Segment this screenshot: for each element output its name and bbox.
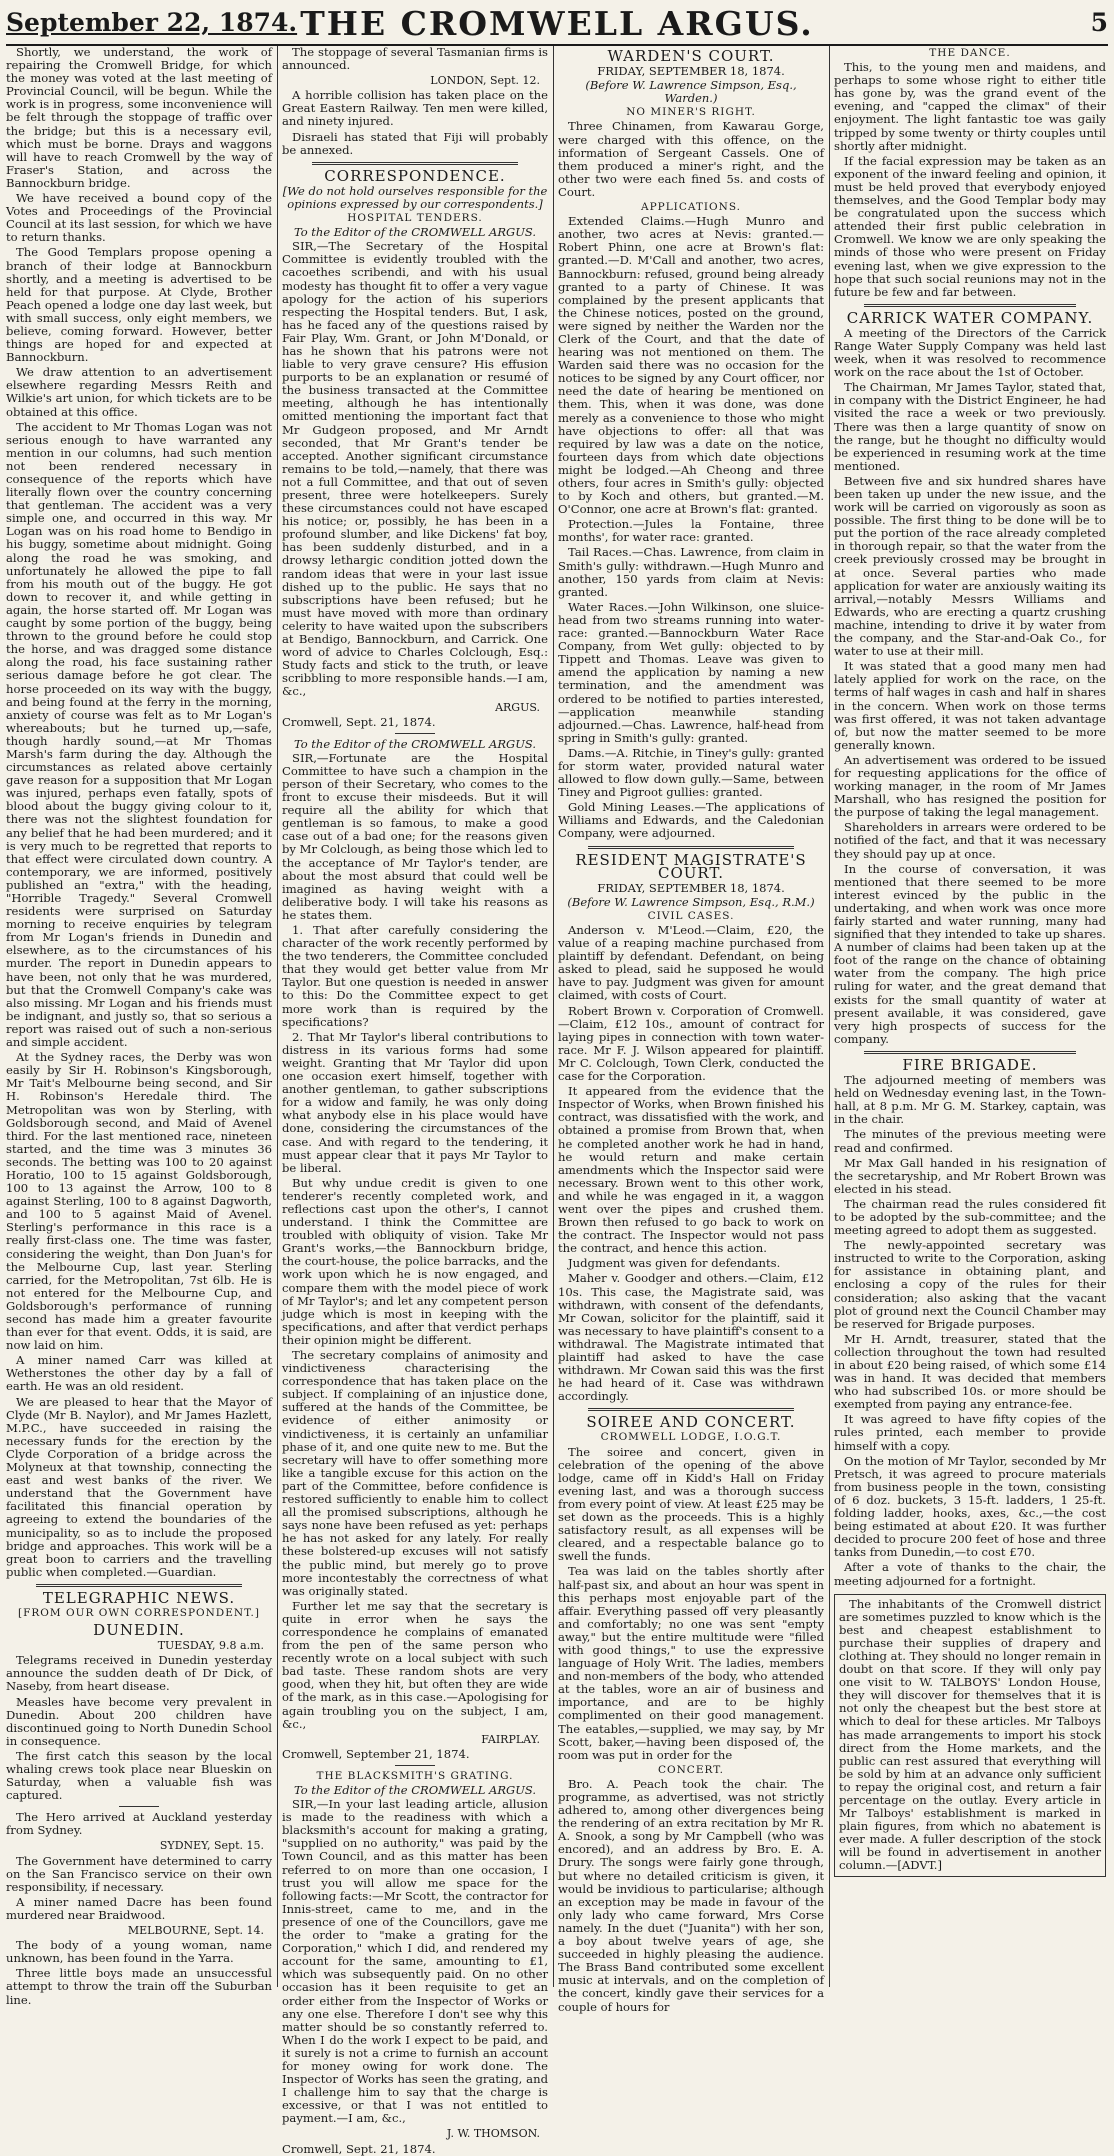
section-heading-fire-brigade: FIRE BRIGADE. (902, 1055, 1038, 1074)
paragraph: The stoppage of several Tasmanian firms is announced. (282, 45, 548, 73)
dateline: MELBOURNE, Sept. 14. (127, 1924, 264, 1938)
paragraph: An advertisement was ordered to be issued for requesting applications for the office of working manager, in the room of Mr James Marshall, who has resigned the position for the purpose of taking the legal management. (834, 752, 1106, 820)
subheading: NO MINER'S RIGHT. (626, 106, 756, 119)
letter-date: Cromwell, Sept. 21, 1874. (282, 2141, 436, 2156)
paragraph: SIR,—The Secretary of the Hospital Committee is evidently troubled with the cacoethes scribendi, and with his usual modesty has thought fit to offer a very vague apology for the action of his superiors respecting the Hospital tenders. But, I ask, has he faced any of the questions raised by Fair Play, Wm. Grant, or John M'Donald, or has he shown that his patrons were not liable to very grave censure? His effusion purports to be an explanation or resumé of the business transacted at the Committee meeting, although he has intentionally omitted mentioning the important fact that Mr Gudgeon proposed, and Mr Arndt seconded, that Mr Grant's tender be accepted. Another significant circumstance remains to be told,—namely, that there was not a full Committee, and that out of seven present, three were hotelkeepers. Surely these circumstances could not have escaped his notice; or, possibly, he has been in a profound slumber, and like Dickens' fat boy, has been suddenly disturbed, and in a drowsy lethargic condition jotted down the random ideas that were in your last issue dished up to the public. He says that no subscriptions have been refused; but he must have moved with more than ordinary celerity to have waited upon the subscribers at Bendigo, Bannockburn, and Carrick. One word of advice to Charles Colclough, Esq.: Study facts and stick to the truth, or leave scribbling to more responsible hands.—I am, &c., (282, 239, 548, 699)
paragraph: It appeared from the evidence that the Inspector of Works, when Brown finished his contract, was dissatisfied with the work, and obtained a promise from Brown that, when he completed another work he had in hand, he would return and make certain amendments which the Inspector said were necessary. Brown went to this other work, and while he was engaged in it, a waggon went over the pipes and crushed them. Brown then refused to go back to work on the contract. The Inspector would not pass the contract, and hence this action. (558, 1084, 824, 1256)
column-3 (558, 46, 824, 2014)
paragraph: Judgment was given for defendants. (568, 1256, 781, 1271)
paragraph: Three Chinamen, from Kawarau Gorge, were charged with this offence, on the information of Sergeant Cassels. One of them produced a miner's right, and the other two were each fined 5s. and costs of Court. (558, 119, 824, 199)
paragraph: This, to the young men and maidens, and perhaps to some whose right to either title has gone by, was the grand event of the evening, and "capped the climax" of their enjoyment. The light fantastic toe was gaily tripped by some twenty or thirty couples until shortly after midnight. (834, 60, 1106, 153)
paragraph: A miner named Dacre has been found murdered near Braidwood. (6, 1894, 272, 1922)
court-date: FRIDAY, SEPTEMBER 18, 1874. (597, 880, 785, 895)
letter-salutation: To the Editor of the CROMWELL ARGUS. (293, 1783, 537, 1797)
letter-date: Cromwell, September 21, 1874. (282, 1746, 470, 1761)
column-rule (553, 46, 554, 1987)
section-heading-soiree: SOIREE AND CONCERT. (586, 1413, 796, 1432)
paragraph: Shortly, we understand, the work of repairing the Cromwell Bridge, for which the money was voted at the last meeting of Provincial Council, will be begun. While the work is in progress, some inconvenience will be felt through the stoppage of traffic over the bridge; but this is a necessary evil, which must be borne. Drays and waggons will have to reach Cromwell by the way of Fraser's Station, and across the Bannockburn bridge. (6, 45, 272, 190)
newspaper-title: THE CROMWELL ARGUS. (300, 4, 814, 43)
paragraph: It was agreed to have fifty copies of the rules printed, each member to provide himself with a copy. (834, 1412, 1106, 1453)
paragraph: Shareholders in arrears were ordered to be notified of the fact, and that it was necessary they should pay up at once. (834, 820, 1106, 861)
letter-signature: J. W. THOMSON. (446, 2127, 540, 2141)
paragraph: Mr H. Arndt, treasurer, stated that the collection throughout the town had resulted in about £20 being raised, of which some £14 was in hand. It was decided that members who had subscribed 10s. or more should be exempted from paying any entrance-fee. (834, 1331, 1106, 1412)
paragraph: A meeting of the Directors of the Carrick Range Water Supply Company was held last week, when it was resolved to recommence work on the race about the 1st of October. (834, 325, 1106, 380)
page-number: 5 (1090, 8, 1108, 37)
divider (395, 733, 435, 734)
paragraph: We have received a bound copy of the Votes and Proceedings of the Provincial Council at its last session, for which we have to return thanks. (6, 191, 272, 245)
paragraph: Extended Claims.—Hugh Munro and another, two acres at Nevis: granted.—Robert Phinn, one acre at Brown's flat: granted.—D. M'Call and another, two acres, Bannockburn: refused, ground being already granted to a party of Chinese. It was complained by the present applicants that the Chinese notices, posted on the ground, were signed by neither the Warden nor the Clerk of the Court, and that the date of hearing was not mentioned on them. The Warden said there was no occasion for the notices to be signed by any Court officer, nor need the date of hearing be mentioned on them. This, when it was done, was done merely as a convenience to those who might have objections to offer: all that was required by law was a date on the notice, fourteen days from which date objections might be lodged.—Ah Cheong and three others, four acres in Smith's gully: objected to by Koch and others, but granted.—M. O'Connor, one acre at Brown's flat: granted. (558, 214, 824, 517)
letter-heading: HOSPITAL TENDERS. (347, 212, 483, 225)
paragraph: Between five and six hundred shares have been taken up under the new issue, and the work will be carried on vigorously as soon as possible. The first thing to be done will be to put the portion of the race already completed in thorough repair, so that the water from the creek previously crossed may be brought in at once. Several parties who made application for water are anxiously waiting its arrival,—notably Messrs Williams and Edwards, who are erecting a quartz crushing machine, intending to drive it by water from the company, and the Star-and-Oak Co., for water to use at their mill. (834, 473, 1106, 659)
paragraph: The Hero arrived at Auckland yesterday from Sydney. (6, 1810, 272, 1838)
section-divider (312, 162, 518, 165)
paragraph: SIR,—In your last leading article, allusion is made to the readiness with which a blacksmith's account for making a grating, "supplied on no authority," was paid by the Town Council, and as this matter has been referred to on more than one occasion, I trust you will allow me space for the following facts:—Mr Scott, the contractor for Innis-street, came to me, and in the presence of one of the Councillors, gave me the order to "make a grating for the Corporation," which I did, and rendered my account for the same, amounting to £1, which was subsequently paid. On no other occasion has it been requisite to get an order either from the Inspector of Works or any one else. Therefore I don't see why this matter should be so constantly referred to. When I do the work I expect to be paid, and it surely is not a crime to furnish an account for money owing for work done. The Inspector of Works has seen the grating, and I challenge him to say that the charge is excessive, or that I was not entitled to payment.—I am, &c., (282, 1797, 548, 2126)
letter-signature: ARGUS. (495, 700, 540, 714)
divider (119, 1806, 159, 1807)
paragraph: If the facial expression may be taken as an exponent of the inward feeling and opinion, it must be held proved that everybody enjoyed themselves, and the Good Templar body may be congratulated upon the success which attended their first public celebration in Cromwell. We know we are only speaking the minds of those who were present on Friday evening last, when we give expression to the hope that such social reunions may not in the future be few and far between. (834, 153, 1106, 299)
paragraph: 2. That Mr Taylor's liberal contributions to distress in its various forms had some weight. Granting that Mr Taylor did upon one occasion exert himself, together with another gentleman, to gather subscriptions for a widow and family, he was only doing what anybody else in his place would have done, considering the circumstances of the case. And with regard to the tendering, it must appear clear that it pays Mr Taylor to be liberal. (282, 1029, 548, 1175)
section-divider (36, 1584, 242, 1587)
issue-date: September 22, 1874. (6, 8, 298, 37)
section-heading-telegraphic: TELEGRAPHIC NEWS. (42, 1588, 236, 1607)
subheading: [FROM OUR OWN CORRESPONDENT.] (18, 1606, 260, 1619)
section-divider (588, 846, 794, 849)
paragraph: On the motion of Mr Taylor, seconded by Mr Pretsch, it was agreed to procure materials from business people in the town, consisting of 6 doz. buckets, 3 15-ft. ladders, 1 25-ft. folding ladder, hooks, axes, &c.,—the cost being estimated at about £20. It was further decided to procure 200 feet of hose and three tanks from Dunedin,—to cost £70. (834, 1453, 1106, 1560)
paragraph: Further let me say that the secretary is quite in error when he says the correspondence he complains of emanated from the pen of the same person who recently wrote on a local subject with such bad taste. These random shots are very good, when they hit, but often they are wide of the mark, as in this case.—Apologising for again troubling you on the subject, I am, &c., (282, 1598, 548, 1731)
section-heading-carrick: CARRICK WATER COMPANY. (846, 308, 1094, 327)
dateline: LONDON, Sept. 12. (430, 74, 540, 88)
paragraph: In the course of conversation, it was mentioned that there seemed to be more interest evinced by the public in the undertaking, and when work was once more fairly started and water running, many had signified that they intended to take up shares. A number of claims had been taken up at the foot of the range on the chance of obtaining water from the company. The high price ruling for water, and the great demand that exists for the small quantity of water at present available, it was considered, gave very high prospects of success for the company. (834, 861, 1106, 1046)
column-2 (282, 45, 548, 2156)
subheading: CONCERT. (657, 1763, 725, 1776)
column-rule (277, 46, 278, 1987)
letter-heading: THE BLACKSMITH'S GRATING. (316, 1769, 514, 1782)
paragraph: At the Sydney races, the Derby was won easily by Sir H. Robinson's Kingsborough, Mr Tait's Melbourne being second, and Sir H. Robinson's Heredale third. The Metropolitan was won by Sterling, with Goldsborough second, and Maid of Avenel third. For the last mentioned race, nineteen started, and the time was 3 minutes 36 seconds. The betting was 100 to 20 against Horatio, 100 to 15 against Goldsborough, 100 to 13 against the Arrow, 100 to 8 against Sterling, 100 to 8 against Dagworth, and 100 to 5 against Maid of Avenel. Sterling's performance in this race is a really first-class one. The time was faster, considering the weight, than Don Juan's for the Melbourne Cup, last year. Sterling carried, for the Metropolitan, 7st 6lb. He is not entered for the Melbourne Cup, and Goldsborough's performance of running second has made him a greater favourite than ever for that event. Odds, it is said, are now laid on him. (6, 1050, 272, 1353)
paragraph: Robert Brown v. Corporation of Cromwell.—Claim, £12 10s., amount of contract for laying pipes in connection with town water-race. Mr F. J. Wilson appeared for plaintiff. Mr C. Colclough, Town Clerk, conducted the case for the Corporation. (558, 1003, 824, 1084)
paragraph: A miner named Carr was killed at Wetherstones the other day by a fall of earth. He was an old resident. (6, 1353, 272, 1394)
paragraph: The soiree and concert, given in celebration of the opening of the above lodge, came off in Kidd's Hall on Friday evening last, and was a thorough success from every point of view. At least £25 may be set down as the proceeds. This is a highly satisfactory result, as all expenses will be cleared, and a respectable balance go to swell the funds. (558, 1444, 824, 1564)
section-divider (864, 1051, 1076, 1054)
divider (395, 1765, 435, 1766)
court-before: (Before W. Lawrence Simpson, Esq., R.M.) (567, 894, 815, 909)
paragraph: Maher v. Goodger and others.—Claim, £12 10s. This case, the Magistrate said, was withdrawn, with consent of the defendants, Mr Cowan, solicitor for the plaintiff, said it was necessary to have plaintiff's consent to a withdrawal. The Magistrate intimated that plaintiff had asked to have the case withdrawn. Mr Cowan said this was the first he had heard of it. Case was withdrawn accordingly. (558, 1271, 824, 1404)
letter-salutation: To the Editor of the CROMWELL ARGUS. (293, 736, 537, 751)
paragraph: We are pleased to hear that the Mayor of Clyde (Mr B. Naylor), and Mr James Hazlett, M.P.C., have succeeded in raising the necessary funds for the erection by the Clyde Corporation of a bridge across the Molyneux at that township, connecting the east and west banks of the river. We understand that the Government have facilitated this financial operation by agreeing to extend the boundaries of the municipality, so as to include the proposed bridge and approaches. This work will be a great boon to carriers and the travelling public when completed.—Guardian. (6, 1394, 272, 1579)
masthead (6, 0, 1108, 46)
paragraph: Gold Mining Leases.—The applications of Williams and Edwards, and the Caledonian Company, were adjourned. (558, 800, 824, 841)
paragraph: The Government have determined to carry on the San Francisco service on their own responsibility, if necessary. (6, 1853, 272, 1894)
section-divider (864, 304, 1076, 307)
paragraph: Protection.—Jules la Fontaine, three months', for water race: granted. (558, 517, 824, 545)
paragraph: A horrible collision has taken place on the Great Eastern Railway. Ten men were killed, and ninety injured. (282, 88, 548, 129)
paragraph: The adjourned meeting of members was held on Wednesday evening last, in the Town-hall, at 8 p.m. Mr G. M. Starkey, captain, was in the chair. (834, 1073, 1106, 1127)
paragraph: The minutes of the previous meeting were read and confirmed. (834, 1127, 1106, 1155)
paragraph: But why undue credit is given to one tenderer's recently completed work, and reflections cast upon the other's, I cannot understand. I think the Committee are troubled with obliquity of vision. Take Mr Grant's works,—the Bannockburn bridge, the court-house, the police barracks, and the work upon which he is now engaged, and compare them with the model piece of work of Mr Taylor's; and let any competent person judge which is most in keeping with the specifications, and after that verdict perhaps their opinion might be different. (282, 1175, 548, 1347)
subheading: CIVIL CASES. (647, 909, 735, 922)
dateline: TUESDAY, 9.8 a.m. (157, 1639, 264, 1653)
letter-signature: FAIRPLAY. (481, 1732, 540, 1746)
court-date: FRIDAY, SEPTEMBER 18, 1874. (597, 64, 785, 79)
paragraph: We draw attention to an advertisement elsewhere regarding Messrs Reith and Wilkie's art union, for which tickets are to be obtained at this office. (6, 365, 272, 419)
paragraph: The newly-appointed secretary was instructed to write to the Corporation, asking for assistance in obtaining plant, and enclosing a copy of the rules for their consideration; also asking that the vacant plot of ground next the Council Chamber may be reserved for Brigade purposes. (834, 1238, 1106, 1331)
paragraph: The secretary complains of animosity and vindictiveness characterising the correspondence that has taken place on the subject. If complaining of an injustice done, suffered at the hands of the Committee, be evidence of either animosity or vindictiveness, it is certainly an unfamiliar phase of it, and one quite new to me. But the secretary will have to offer something more like a tangible excuse for this action on the part of the Committee, before confidence is restored sufficiently to enable him to collect all the promised subscriptions, although he says none have been refused as yet: perhaps he has not asked for any lately. For really these bolstered-up excuses will not satisfy the public mind, but merely go to prove more incontestably the correctness of what was originally stated. (282, 1348, 548, 1598)
section-heading-correspondence: CORRESPONDENCE. (324, 166, 506, 185)
dateline-heading: DUNEDIN. (93, 1621, 185, 1640)
court-before: (Before W. Lawrence Simpson, Esq., Warden.) (585, 78, 797, 106)
paragraph: It was stated that a good many men had lately applied for work on the race, on the terms of half wages in cash and half in shares in the concern. When work on those terms was first offered, it was not taken advantage of, but now the matter seemed to be more generally known. (834, 659, 1106, 752)
paragraph: Measles have become very prevalent in Dunedin. About 200 children have discontinued going to North Dunedin School in consequence. (6, 1694, 272, 1748)
section-divider (588, 1408, 794, 1411)
paragraph: The first catch this season by the local whaling crews took place near Blueskin on Saturday, when a valuable fish was captured. (6, 1748, 272, 1803)
letter-salutation: To the Editor of the CROMWELL ARGUS. (293, 225, 537, 240)
section-heading-magistrates-court: RESIDENT MAGISTRATE'S COURT. (575, 850, 807, 882)
advertisement: The inhabitants of the Cromwell district are sometimes puzzled to know which is the best and cheapest establishment to purchase their supplies of drapery and clothing at. They should no longer remain in doubt on that score. If they will only pay one visit to W. TALBOYS' London House, they will discover for themselves that it is not only the cheapest but the best store at which to deal for these articles. Mr Talboys has made arrangements to import his stock direct from the Home markets, and the public can rest assured that everything will be sold by him at an advance only sufficient to repay the original cost, and return a fair percentage on the outlay. Every article in Mr Talboys' establishment is marked in plain figures, from which no abatement is ever made. A fuller description of the stock will be found in advertisement in another column.—[ADVT.] (834, 1594, 1106, 1877)
subheading: CROMWELL LODGE, I.O.G.T. (600, 1431, 782, 1444)
column-1 (6, 45, 272, 2007)
paragraph: Telegrams received in Dunedin yesterday announce the sudden death of Dr Dick, of Naseby, from heart disease. (6, 1653, 272, 1694)
paragraph: Anderson v. M'Leod.—Claim, £20, the value of a reaping machine purchased from plaintiff by defendant. Defendant, on being asked to plead, said he supposed he would have to pay. Judgment was given for amount claimed, with costs of Court. (558, 923, 824, 1003)
paragraph: Bro. A. Peach took the chair. The programme, as advertised, was not strictly adhered to, among other divergences being the rendering of an extra recitation by Mr R. A. Snook, a song by Mr Campbell (who was encored), and an address by Bro. E. A. Drury. The songs were fairly gone through, but where no detailed criticism is given, it would be invidious to particularise; although an exception may be made in favour of the only lady who came forward, Mrs Corse namely. In the duet ("Juanita") with her son, a boy about twelve years of age, she succeeded in highly pleasing the audience. The Brass Band contributed some excellent music at intervals, and on the completion of the concert, kindly gave their services for a couple of hours for (558, 1776, 824, 2014)
paragraph: The accident to Mr Thomas Logan was not serious enough to have warranted any mention in our columns, had such mention not been rendered necessary in consequence of the reports which have literally flown over the country concerning that gentleman. The accident was a very simple one, and occurred in this way. Mr Logan was on his road home to Bendigo in his buggy, sometime about midnight. Going along the road he was smoking, and unfortunately he allowed the pipe to fall from his mouth out of the buggy. He got down to recover it, and while getting in again, the horse started off. Mr Logan was caught by some portion of the buggy, being thrown to the ground before he could stop the horse, and was dragged some distance along the road, his face sustaining rather serious damage before he got clear. The horse proceeded on its way with the buggy, and being found at the ferry in the morning, anxiety of course was felt as to Mr Logan's whereabouts; but he turned up,—safe, though hardly sound,—at Mr Thomas Marsh's farm during the day. Although the circumstances as related above certainly gave reason for a supposition that Mr Logan was injured, perhaps even fatally, spots of blood about the buggy giving colour to it, there was not the slightest foundation for any belief that he had been murdered; and it is very much to be regretted that reports to that effect were circulated down country. A contemporary, we are informed, positively published an "extra," with the heading, "Horrible Tragedy." Several Cromwell residents were surprised on Saturday morning to receive enquiries by telegram from Mr Logan's friends in Dunedin and elsewhere, as to the circumstances of his murder. The report in Dunedin appears to have been, not only that he was murdered, but that the Cromwell Company's cake was also missing. Mr Logan and his friends must be indignant, and justly so, that so serious a report was raised out of such a non-serious and simple accident. (6, 419, 272, 1050)
paragraph: Disraeli has stated that Fiji will probably be annexed. (282, 129, 548, 157)
paragraph: Tea was laid on the tables shortly after half-past six, and about an hour was spent in this perhaps most enjoyable part of the affair. Everything passed off very pleasantly and comfortably; no one was sent "empty away," but the entire multitude were "filled with good things," to use the expressive language of Holy Writ. The ladies, members and non-members of the body, who attended at the tables, wore an air of business and importance, and are to be highly complimented on their good management. The eatables,—supplied, we may say, by Mr Scott, baker,—having been disposed of, the room was put in order for the (558, 1564, 824, 1762)
paragraph: 1. That after carefully considering the character of the work recently performed by the two tenderers, the Committee concluded that they would get better value from Mr Taylor. But one question is needed in answer to this: Do the Committee expect to get more work than is required by the specifications? (282, 923, 548, 1029)
letter-date: Cromwell, Sept. 21, 1874. (282, 714, 436, 729)
paragraph: Water Races.—John Wilkinson, one sluice-head from two streams running into water-race: granted.—Bannockburn Water Race Company, from Wet gully: objected to by Tippett and Thomas. Leave was given to amend the application by naming a new termination, and the amendment was ordered to be notified to parties interested,—application meanwhile standing adjourned.—Chas. Lawrence, half-head from spring in Smith's gully: granted. (558, 599, 824, 745)
paragraph: The body of a young woman, name unknown, has been found in the Yarra. (6, 1938, 272, 1966)
paragraph: After a vote of thanks to the chair, the meeting adjourned for a fortnight. (834, 1560, 1106, 1588)
paragraph: Dams.—A. Ritchie, in Tiney's gully: granted for storm water, provided natural water allowed to flow down gully.—Same, between Tiney and Pigroot gullies: granted. (558, 745, 824, 800)
paragraph: The chairman read the rules considered fit to be adopted by the sub-committee; and the meeting agreed to adopt them as suggested. (834, 1196, 1106, 1238)
section-heading-wardens-court: WARDEN'S COURT. (607, 47, 775, 65)
paragraph: SIR,—Fortunate are the Hospital Committee to have such a champion in the person of their Secretary, who comes to the front to excuse their misdeeds. But it will require all the ability for which that gentleman is so famous, to make a good case out of a bad one; for the reasons given by Mr Colclough, as being those which led to the acceptance of Mr Taylor's tender, are about the most absurd that could well be imagined as having weight with a deliberative body. I will take his reasons as he states them. (282, 750, 548, 922)
paragraph: Mr Max Gall handed in his resignation of the secretaryship, and Mr Robert Brown was elected in his stead. (834, 1155, 1106, 1196)
subheading: THE DANCE. (929, 47, 1011, 59)
paragraph: Tail Races.—Chas. Lawrence, from claim in Smith's gully: withdrawn.—Hugh Munro and another, 150 yards from claim at Nevis: granted. (558, 545, 824, 599)
disclaimer: [We do not hold ourselves responsible for the opinions expressed by our correspondents.] (282, 183, 548, 211)
paragraph: Three little boys made an unsuccessful attempt to throw the train off the Suburban line. (6, 1966, 272, 2007)
paragraph: The Good Templars propose opening a branch of their lodge at Bannockburn shortly, and a meeting is advertised to be held for that purpose. At Clyde, Brother Peach opened a lodge one day last week, but with small success, only eight members, we believe, coming forward. However, better things are hoped for and expected at Bannockburn. (6, 245, 272, 365)
column-rule (829, 46, 830, 1987)
subheading: APPLICATIONS. (641, 201, 741, 214)
dateline: SYDNEY, Sept. 15. (159, 1839, 264, 1853)
paragraph: The Chairman, Mr James Taylor, stated that, in company with the District Engineer, he had visited the race a week or two previously. There was then a large quantity of snow on the range, but he thought no difficulty would be experienced in resuming work at the time mentioned. (834, 380, 1106, 473)
column-4 (834, 46, 1106, 1989)
